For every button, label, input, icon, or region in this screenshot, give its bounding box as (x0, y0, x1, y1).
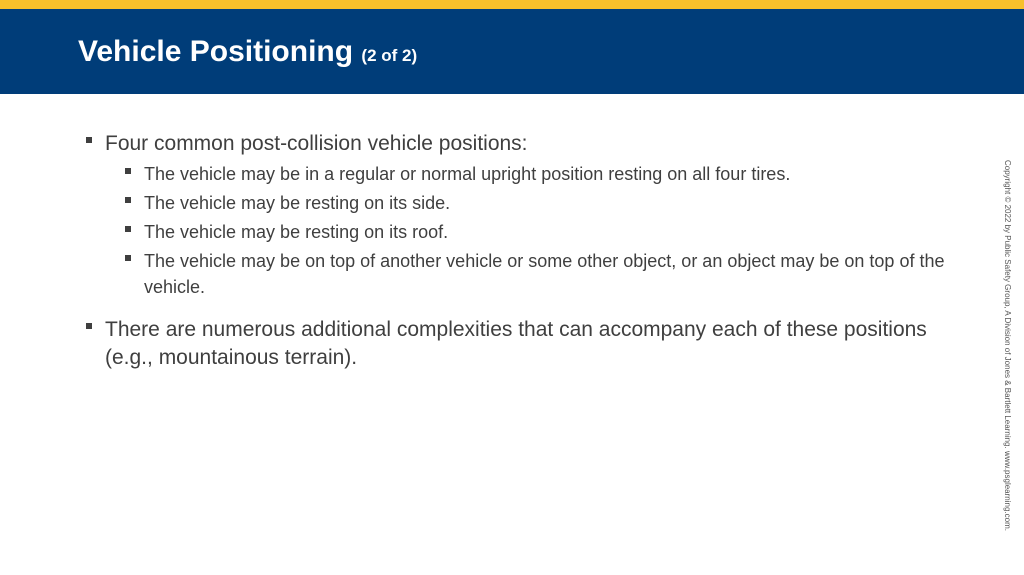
square-bullet-icon (125, 226, 131, 232)
sub-bullet-text: The vehicle may be on top of another vehicle or some other object, or an object may be on top of the vehicle. (144, 251, 945, 297)
sub-bullet-item (125, 161, 956, 187)
slide-title (78, 34, 417, 74)
bullet-item (86, 130, 956, 158)
sub-bullet-text: The vehicle may be in a regular or normal upright position resting on all four tires. (144, 164, 791, 184)
sub-bullet-item (125, 248, 956, 300)
slide-header (0, 9, 1024, 94)
square-bullet-icon (125, 255, 131, 261)
slide-title-text: Vehicle Positioning (78, 35, 354, 68)
bullet-text: Four common post-collision vehicle positions: (105, 132, 528, 155)
sub-bullet-item (125, 219, 956, 245)
sub-bullet-text: The vehicle may be resting on its side. (144, 193, 451, 213)
square-bullet-icon (125, 197, 131, 203)
slide-content (86, 130, 956, 372)
sub-bullet-item (125, 190, 956, 216)
header-accent-bar (0, 0, 1024, 9)
slide-title-suffix: (2 of 2) (361, 46, 418, 65)
sub-bullet-text: The vehicle may be resting on its roof. (144, 222, 449, 242)
copyright-notice: Copyright © 2022 by Public Safety Group, A Division of Jones & Bartlett Learning. www.psglearning.com. (1003, 160, 1012, 531)
square-bullet-icon (125, 168, 131, 174)
square-bullet-icon (86, 323, 92, 329)
bullet-text: There are numerous additional complexities that can accompany each of these positions (e.g., mountainous terrain). (105, 318, 927, 369)
bullet-item (86, 316, 956, 372)
square-bullet-icon (86, 137, 92, 143)
